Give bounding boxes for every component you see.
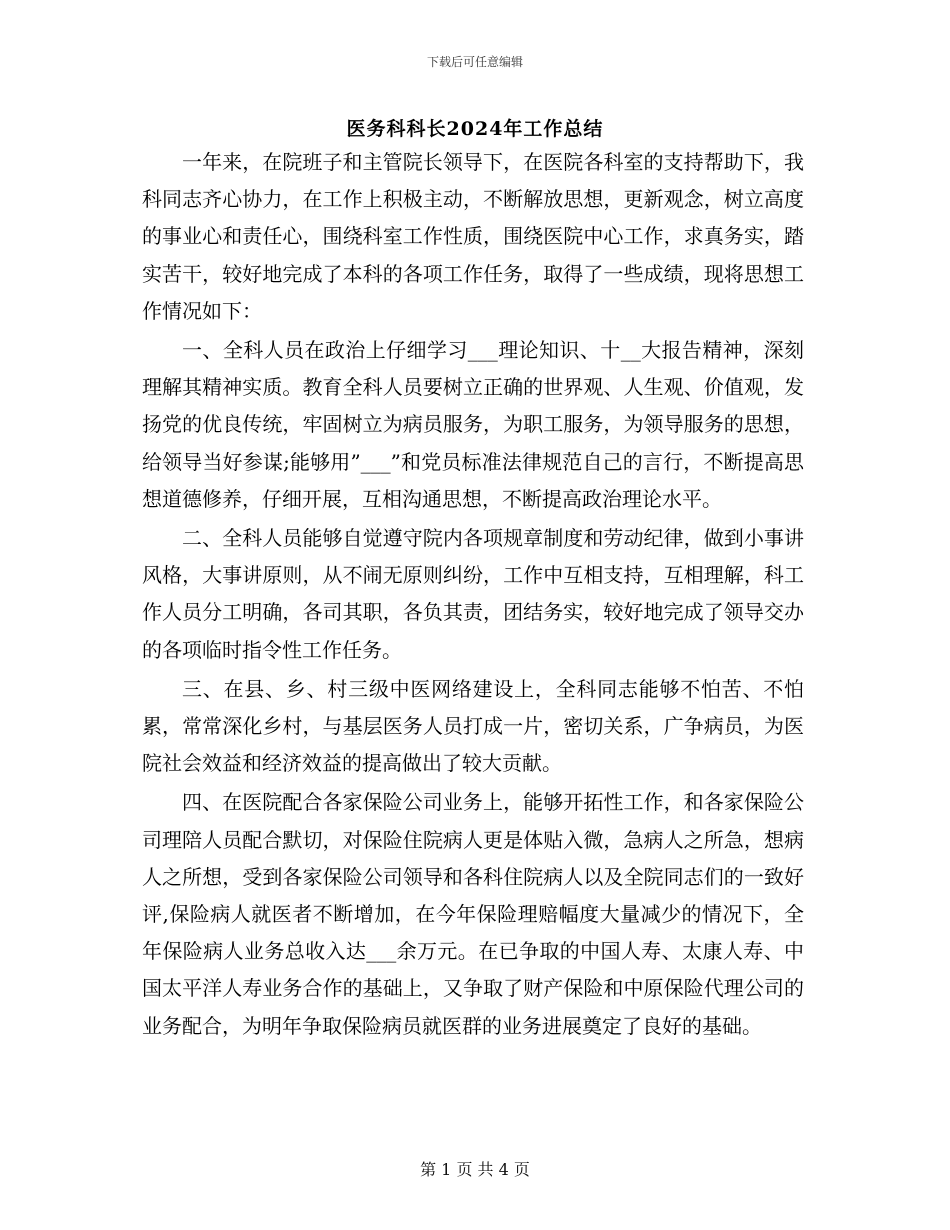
document-body bbox=[142, 144, 804, 1045]
document-title: 医务科科长2024年工作总结 bbox=[346, 118, 604, 140]
download-note: 下载后可任意编辑 bbox=[426, 55, 523, 69]
paragraph-4-insurance: 四、在医院配合各家保险公司业务上，能够开拓性工作，和各家保险公司理陪人员配合默切，对保险住院病人更是体贴入微，急病人之所急，想病人之所想，受到各家保险公司领导和各科住院病人以及全院同志们的一致好评,保险病人就医者不断增加，在今年保险理赔幅度大量减少的情况下，全年保险病人业务总收入达___余万元。在已争取的中国人寿、太康人寿、中国太平洋人寿业务合作的基础上，又争取了财产保险和中原保险代理公司的业务配合，为明年争取保险病员就医群的业务进展奠定了良好的基础。 bbox=[142, 790, 804, 1038]
page-number: 第 1 页 共 4 页 bbox=[420, 1160, 530, 1179]
paragraph-1-politics: 一、全科人员在政治上仔细学习___理论知识、十__大报告精神，深刻理解其精神实质。教育全科人员要树立正确的世界观、人生观、价值观，发扬党的优良传统，牢固树立为病员服务，为职工服务，为领导服务的思想，给领导当好参谋;能够用”___”和党员标准法律规范自己的言行，不断提高思想道德修养，仔细开展，互相沟通思想，不断提高政治理论水平。 bbox=[142, 338, 804, 511]
paragraph-2-discipline: 二、全科人员能够自觉遵守院内各项规章制度和劳动纪律，做到小事讲风格，大事讲原则，从不闹无原则纠纷，工作中互相支持，互相理解，科工作人员分工明确，各司其职，各负其责，团结务实，较好地完成了领导交办的各项临时指令性工作任务。 bbox=[142, 526, 804, 662]
paragraph-3-network: 三、在县、乡、村三级中医网络建设上，全科同志能够不怕苦、不怕累，常常深化乡村，与基层医务人员打成一片，密切关系，广争病员，为医院社会效益和经济效益的提高做出了较大贡献。 bbox=[142, 676, 804, 776]
paragraph-intro: 一年来，在院班子和主管院长领导下，在医院各科室的支持帮助下，我科同志齐心协力，在工作上积极主动，不断解放思想，更新观念，树立高度的事业心和责任心，围绕科室工作性质，围绕医院中心工作，求真务实，踏实苦干，较好地完成了本科的各项工作任务，取得了一些成绩，现将思想工作情况如下： bbox=[142, 150, 804, 323]
